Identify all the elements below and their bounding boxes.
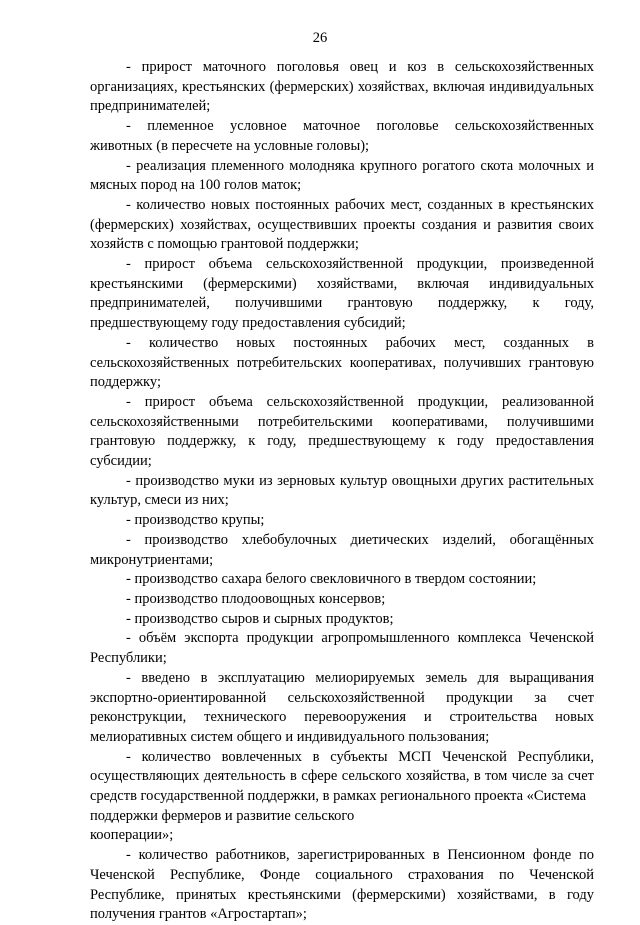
text-line: кооперации»;: [90, 827, 174, 844]
list-item: - количество вовлеченных в субъекты МСП Чеченской Республики, осуществляющих деятельность в сфере сельского хозяйства, в том числе за счет средств государственной поддержки, в рамках регионального проекта «Система: [90, 748, 594, 805]
list-item: - количество новых постоянных рабочих мест, созданных в крестьянских (фермерских) хозяйствах, осуществивших проекты создания и развития своих хозяйств с помощью грантовой поддержки;: [90, 196, 594, 253]
list-item: - производство муки из зерновых культур овощныхи других растительных культур, смеси из них;: [90, 472, 594, 509]
list-item: - производство сахара белого свекловичного в твердом состоянии;: [126, 571, 537, 588]
list-item: - введено в эксплуатацию мелиорируемых земель для выращивания экспортно-ориентированной сельскохозяйственной продукции за счет реконструкции, технического перевооружения и строительства новых мелиоративных систем общего и индивидуального пользования;: [90, 669, 594, 745]
list-item: - производство плодоовощных консервов;: [126, 590, 386, 607]
list-item: - производство хлебобулочных диетических изделий, обогащённых микронутриентами;: [90, 531, 594, 568]
list-item: - производство крупы;: [126, 512, 265, 529]
list-item: - прирост объема сельскохозяйственной продукции, произведенной крестьянскими (фермерскими) хозяйствами, включая индивидуальных предпринимателей, получившими грантовую поддержку, к году, предшествующему году предоставления субсидий;: [90, 256, 594, 332]
list-item: - количество новых постоянных рабочих мест, созданных в сельскохозяйственных потребительских кооперативах, получивших грантовую поддержку;: [90, 334, 594, 391]
list-item: - количество работников, зарегистрированных в Пенсионном фонде по Чеченской Республике, Фонде социального страхования по Чеченской Республике, принятых крестьянскими (фермерскими) хозяйствами, в году получения грантов «Агростартап»;: [90, 847, 594, 923]
document-body: [90, 58, 594, 925]
list-item: - прирост объема сельскохозяйственной продукции, реализованной сельскохозяйственными потребительскими кооперативами, получившими грантовую поддержку, к году, предшествующему к году предоставления субсидии;: [90, 393, 594, 470]
text-line: поддержки фермеров и развитие сельского: [90, 807, 355, 824]
page-number: 26: [312, 30, 328, 46]
list-item: - прирост маточного поголовья овец и коз в сельскохозяйственных организациях, крестьянских (фермерских) хозяйствах, включая индивидуальных предпринимателей;: [90, 59, 594, 115]
list-item: - производство сыров и сырных продуктов;: [126, 610, 394, 627]
list-item: - объём экспорта продукции агропромышленного комплекса Чеченской Республики;: [90, 630, 594, 667]
list-item: - племенное условное маточное поголовье сельскохозяйственных животных (в пересчете на условные головы);: [90, 118, 594, 154]
list-item: - реализация племенного молодняка крупного рогатого скота молочных и мясных пород на 100 голов маток;: [90, 157, 594, 194]
